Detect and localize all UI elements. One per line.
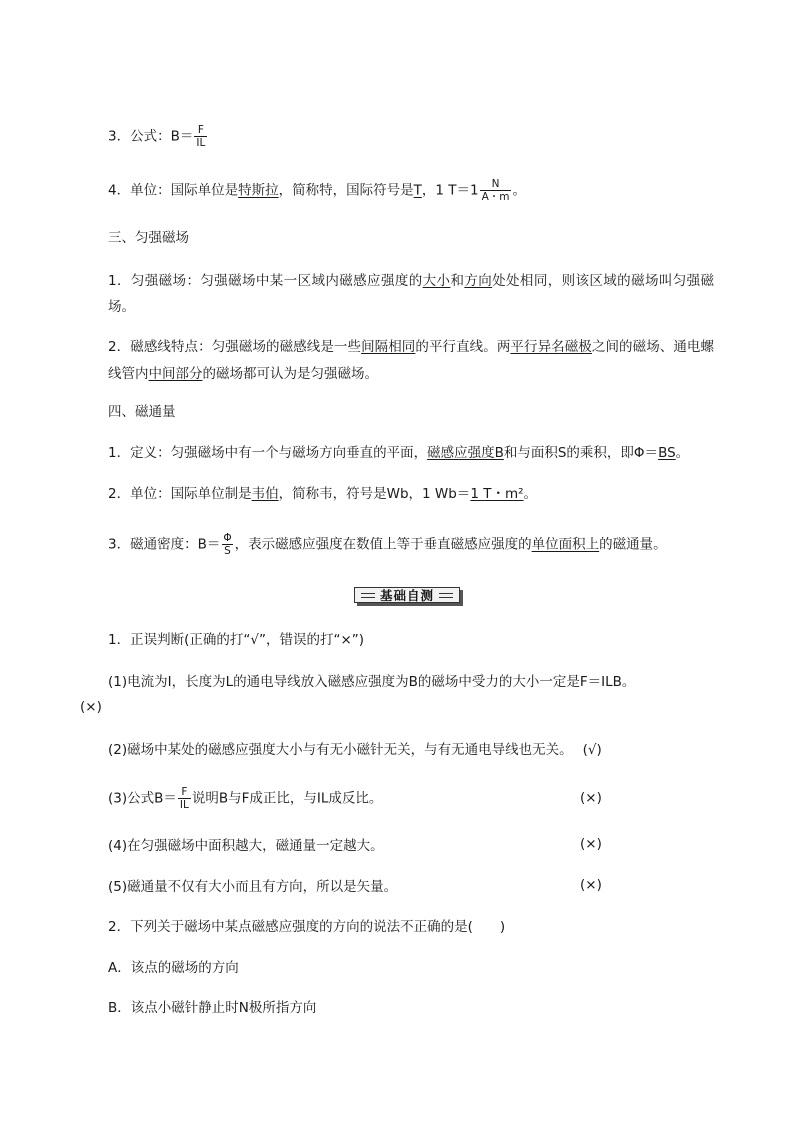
flux-density: 3．磁通密度：B＝ $\frac{\Phi}{S}$ ，表示磁感应强度在数值上等于垂直磁感应强度的单位面积上的磁通量。 <box>108 532 667 557</box>
fraction-n-over-am: $\frac{N}{A・m}$ <box>481 178 510 203</box>
judge-item-5-text: (5)磁通量不仅有大小而且有方向，所以是矢量。 <box>108 879 398 895</box>
fraction-f-over-il-2: $\frac{F}{IL}$ <box>179 786 189 811</box>
question-2-title: 2．下列关于磁场中某点磁感应强度的方向的说法不正确的是( ) <box>108 919 506 935</box>
judge-item-1-text: (1)电流为I，长度为L的通电导线放入磁感应强度为B的磁场中受力的大小一定是F＝ILB。 <box>108 674 636 690</box>
option-b: B．该点小磁针静止时N极所指方向 <box>108 1000 317 1016</box>
judge-item-4-mark: (×) <box>580 836 602 852</box>
judge-item-2: (2)磁场中某处的磁感应强度大小与有无小磁针无关，与有无通电导线也无关。 (√) <box>108 742 602 758</box>
answer-t-symbol: T <box>413 182 422 199</box>
self-test-banner <box>354 585 464 605</box>
judge-item-1-mark: (×) <box>80 699 102 715</box>
judge-item-5-mark: (×) <box>580 877 602 893</box>
section-heading-magnetic-flux: 四、磁通量 <box>108 404 176 420</box>
section-heading-uniform-field: 三、匀强磁场 <box>108 230 189 246</box>
formula-line <box>108 124 208 149</box>
judge-item-4-text: (4)在匀强磁场中面积越大，磁通量一定越大。 <box>108 838 384 854</box>
judge-item-2-mark: (√) <box>582 742 602 758</box>
answer-tesla: 特斯拉 <box>238 182 279 199</box>
flux-definition: 1．定义：匀强磁场中有一个与磁场方向垂直的平面，磁感应强度B和与面积S的乘积，即Φ＝BS。 <box>108 445 690 461</box>
field-line-feature: 2．磁感线特点：匀强磁场的磁感线是一些间隔相同的平行直线。两平行异名磁极之间的磁场、通电螺线管内中间部分的磁场都可认为是匀强磁场。 <box>108 339 715 382</box>
flux-unit: 2．单位：国际单位制是韦伯，简称韦，符号是Wb，1 Wb＝1 T・m²。 <box>108 486 538 502</box>
judge-item-3-mark: (×) <box>580 790 602 806</box>
fraction-phi-over-s: $\frac{\Phi}{S}$ <box>223 532 232 557</box>
question-1-title: 1．正误判断(正确的打“√”，错误的打“×”) <box>108 632 365 648</box>
uniform-field-definition: 1．匀强磁场：匀强磁场中某一区域内磁感应强度的大小和方向处处相同，则该区域的磁场叫匀强磁场。 <box>108 273 715 315</box>
unit-line: 4．单位：国际单位是特斯拉，简称特，国际符号是T，1 T＝1 $\frac{N}{A・m}$ 。 <box>108 178 526 203</box>
fraction-f-over-il: $\frac{F}{IL}$ <box>196 124 206 149</box>
option-a: A．该点的磁场的方向 <box>108 960 239 976</box>
formula-label: 3．公式：B＝ <box>108 128 194 145</box>
self-test-banner-text: 基础自测 <box>379 588 434 603</box>
judge-item-3: (3)公式B＝ $\frac{F}{IL}$ 说明B与F成正比，与IL成反比。 <box>108 786 383 811</box>
